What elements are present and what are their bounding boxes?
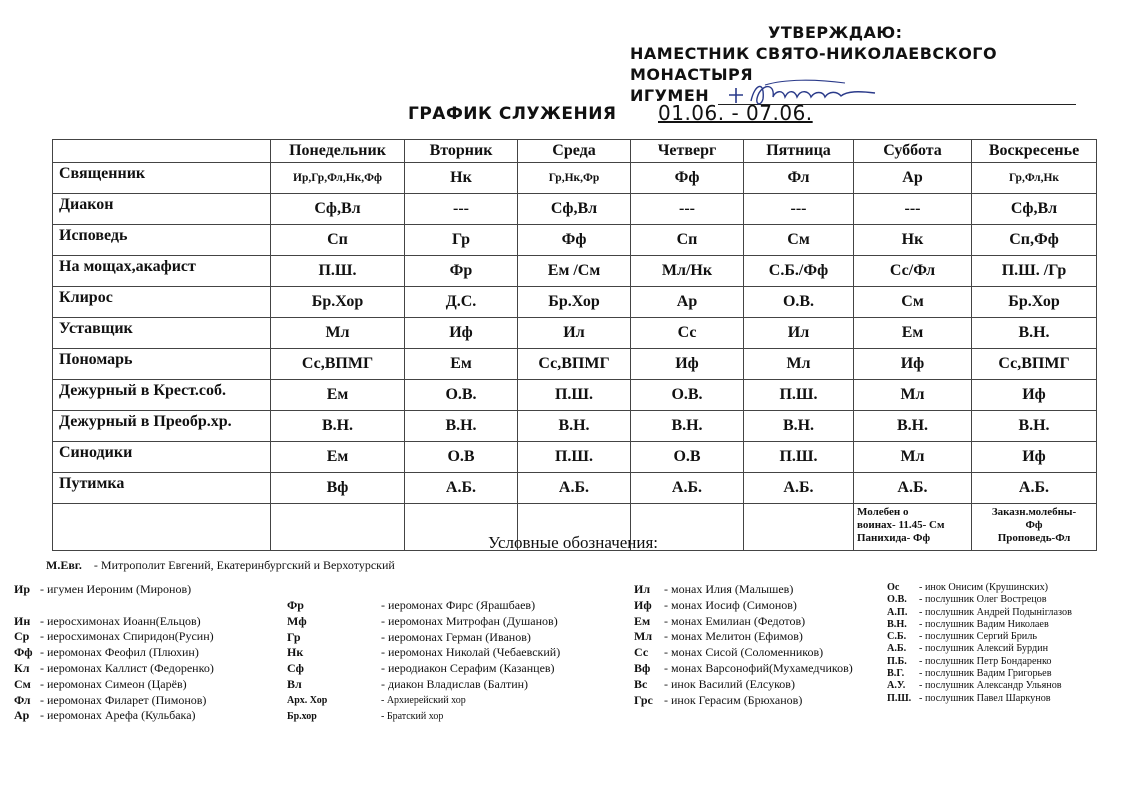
table-cell: В.Н. [405, 411, 518, 442]
table-cell: О.В [405, 442, 518, 473]
table-cell: Гр,Фл,Нк [972, 163, 1097, 194]
legend-abbr: Бр.хор [287, 710, 317, 722]
table-row [53, 287, 1097, 318]
role-label: На мощах,акафист [53, 256, 271, 287]
legend-desc: - послушник Вадим Николаев [919, 618, 1049, 630]
table-cell: О.В. [744, 287, 854, 318]
legend-item [14, 645, 214, 661]
legend-abbr: Фф [14, 645, 33, 660]
table-cell: Ил [518, 318, 631, 349]
table-cell: Иф [854, 349, 972, 380]
legend-column-4 [887, 582, 1072, 705]
legend-desc: - монах Илия (Малышев) [664, 582, 794, 596]
legend-item [287, 693, 560, 709]
table-cell: Ир,Гр,Фл,Нк,Фф [271, 163, 405, 194]
legend-item [14, 693, 214, 709]
table-row [53, 442, 1097, 473]
legend-item [287, 598, 560, 614]
table-cell: В.Н. [518, 411, 631, 442]
table-cell: П.Ш. [744, 442, 854, 473]
approval-position: НАМЕСТНИК СВЯТО-НИКОЛАЕВСКОГО МОНАСТЫРЯ [630, 44, 998, 84]
legend-abbr: В.Г. [887, 668, 905, 680]
header-row [53, 140, 1097, 163]
legend-item [634, 645, 853, 661]
legend-abbr: Мл [634, 629, 653, 644]
legend-desc: - послушник Андрей Подынiглазов [919, 606, 1072, 618]
legend-item [634, 598, 853, 614]
role-label: Священник [53, 163, 271, 194]
day-header: Вторник [405, 140, 518, 163]
legend-item [287, 677, 560, 693]
legend-abbr: Ар [14, 708, 30, 723]
role-label: Пономарь [53, 349, 271, 380]
role-label: Путимка [53, 473, 271, 504]
legend-abbr: Ин [14, 613, 31, 628]
table-row [53, 349, 1097, 380]
legend-item [287, 645, 560, 661]
legend-item [14, 614, 214, 630]
table-cell: Иф [405, 318, 518, 349]
legend-abbr: Ср [14, 629, 30, 644]
legend-item [887, 594, 1072, 606]
table-cell: А.Б. [854, 473, 972, 504]
table-cell: Бр.Хор [972, 287, 1097, 318]
legend-item [14, 582, 214, 598]
table-cell: С.Б./Фф [744, 256, 854, 287]
table-cell: О.В. [405, 380, 518, 411]
legend-item [634, 677, 853, 693]
legend-item [634, 661, 853, 677]
legend-desc: - иеромонах Филарет (Пимонов) [40, 692, 207, 707]
legend-column-1 [14, 582, 214, 724]
legend-abbr: Гр [287, 629, 301, 644]
approval-rank: ИГУМЕН [630, 86, 710, 105]
legend-abbr: О.В. [887, 594, 907, 606]
table-cell: Фр [405, 256, 518, 287]
legend-desc: - инок Герасим (Брюханов) [664, 692, 803, 707]
table-cell: Д.С. [405, 287, 518, 318]
table-cell: См [744, 225, 854, 256]
table-cell: --- [405, 194, 518, 225]
legend-desc: - послушник Алексий Бурдин [919, 643, 1049, 655]
table-cell: В.Н. [854, 411, 972, 442]
legend-desc: - иеромонах Арефа (Кульбака) [40, 708, 196, 723]
legend-abbr: А.Б. [887, 643, 907, 655]
legend-column-2 [287, 598, 560, 724]
day-header: Воскресенье [972, 140, 1097, 163]
legend-desc: - монах Сисой (Соломенников) [664, 645, 824, 660]
table-cell: Сс [631, 318, 744, 349]
legend-desc: - иеромонах Митрофан (Душанов) [381, 613, 558, 628]
legend-abbr: Ем [634, 613, 651, 628]
table-cell: Сф,Вл [972, 194, 1097, 225]
table-row [53, 318, 1097, 349]
legend-item [887, 619, 1072, 631]
table-row [53, 411, 1097, 442]
table-cell: Иф [631, 349, 744, 380]
legend-abbr: П.Ш. [887, 692, 912, 704]
note-line: Панихида- Фф [857, 532, 931, 544]
legend-abbr: П.Б. [887, 655, 907, 667]
legend-item [634, 629, 853, 645]
table-cell: Бр.Хор [271, 287, 405, 318]
schedule-title: ГРАФИК СЛУЖЕНИЯ [408, 104, 617, 124]
legend-item [887, 607, 1072, 619]
legend-desc: - иеромонах Фирс (Ярашбаев) [381, 598, 536, 612]
legend-abbr: Вф [634, 660, 651, 675]
table-row [53, 473, 1097, 504]
table-cell: Сп [631, 225, 744, 256]
table-cell: Фф [518, 225, 631, 256]
legend-metropolitan [46, 558, 395, 573]
table-cell: Сс,ВПМГ [518, 349, 631, 380]
table-cell: Мл [854, 380, 972, 411]
legend-column-3 [634, 582, 853, 708]
table-cell: Гр,Нк,Фр [518, 163, 631, 194]
empty-cell [53, 504, 271, 551]
note-line: Проповедь-Фл [997, 532, 1071, 544]
saturday-note [854, 504, 972, 551]
table-cell: П.Ш. [271, 256, 405, 287]
schedule-dates: 01.06. - 07.06. [658, 101, 813, 125]
table-cell: Гр [405, 225, 518, 256]
table-cell: А.Б. [631, 473, 744, 504]
table-row [53, 163, 1097, 194]
role-label: Диакон [53, 194, 271, 225]
legend-abbr: Фр [287, 598, 304, 612]
table-cell: П.Ш. [518, 380, 631, 411]
legend-desc: - монах Емилиан (Федотов) [664, 613, 806, 628]
legend-desc: - иеродиакон Серафим (Казанцев) [381, 661, 555, 676]
legend-desc: - иеромонах Николай (Чебаевский) [381, 645, 561, 660]
table-cell: А.Б. [744, 473, 854, 504]
table-cell: В.Н. [744, 411, 854, 442]
legend-abbr: Мф [287, 613, 307, 628]
legend-desc: - иеромонах Герман (Иванов) [381, 629, 531, 644]
table-cell: Ем [405, 349, 518, 380]
legend-desc: - монах Иосиф (Симонов) [664, 597, 797, 612]
legend-item [887, 656, 1072, 668]
table-cell: О.В [631, 442, 744, 473]
table-cell: Ар [631, 287, 744, 318]
legend-abbr: Иф [634, 597, 652, 612]
legend-item [634, 614, 853, 630]
legend-item [887, 668, 1072, 680]
legend-desc: - послушник Олег Вострецов [919, 594, 1047, 606]
table-row [53, 225, 1097, 256]
legend-item [887, 680, 1072, 692]
role-label: Исповедь [53, 225, 271, 256]
legend-abbr: С.Б. [887, 631, 907, 643]
table-cell: Сп [271, 225, 405, 256]
legend-abbr: Арх. Хор [287, 694, 328, 706]
legend-abbr: Фл [14, 692, 31, 707]
legend-item [287, 630, 560, 646]
legend-abbr: Ос [887, 582, 900, 593]
legend-desc: - монах Мелитон (Ефимов) [664, 629, 803, 644]
legend-desc: - инок Онисим (Крушинских) [919, 582, 1049, 593]
legend-desc: - иеромонах Симеон (Царёв) [40, 676, 187, 691]
legend-abbr: Вл [287, 676, 302, 691]
legend-abbr: Сф [287, 661, 304, 676]
role-label: Уставщик [53, 318, 271, 349]
legend-abbr: См [14, 676, 31, 691]
note-line: Заказн.молебны- [991, 506, 1077, 518]
legend-item [14, 708, 214, 724]
legend-desc: - Архиерейский хор [381, 694, 466, 706]
table-cell: П.Ш. [518, 442, 631, 473]
table-cell: Фл [744, 163, 854, 194]
table-cell: Сс,ВПМГ [271, 349, 405, 380]
approval-block [630, 22, 1080, 106]
table-cell: Сф,Вл [518, 194, 631, 225]
note-line: воинах- 11.45- См [857, 519, 945, 531]
table-cell: Сп,Фф [972, 225, 1097, 256]
table-cell: П.Ш. /Гр [972, 256, 1097, 287]
day-header: Среда [518, 140, 631, 163]
approval-heading: УТВЕРЖДАЮ: [768, 23, 903, 42]
legend-abbr: Вс [634, 676, 648, 691]
legend-item [887, 582, 1072, 594]
table-row [53, 256, 1097, 287]
table-cell: В.Н. [631, 411, 744, 442]
schedule-table [52, 139, 1097, 551]
legend-item [634, 693, 853, 709]
day-header: Понедельник [271, 140, 405, 163]
table-cell: А.Б. [972, 473, 1097, 504]
legend-abbr: В.Н. [887, 618, 907, 630]
table-cell: --- [631, 194, 744, 225]
table-cell: Вф [271, 473, 405, 504]
legend-desc: - иеромонах Каллист (Федоренко) [40, 660, 214, 675]
legend-desc: - послушник Петр Бондаренко [919, 655, 1052, 667]
table-cell: Сс/Фл [854, 256, 972, 287]
table-cell: Иф [972, 442, 1097, 473]
legend-abbr: Нк [287, 645, 304, 660]
table-cell: Ил [744, 318, 854, 349]
legend-abbr: А.П. [887, 606, 908, 618]
sunday-note [972, 504, 1097, 551]
legend-item [14, 629, 214, 645]
legend-desc: - иеромонах Феофил (Плюхин) [40, 645, 199, 660]
table-cell: См [854, 287, 972, 318]
table-cell: Мл [744, 349, 854, 380]
table-cell: В.Н. [972, 318, 1097, 349]
legend-abbr: Кл [14, 660, 30, 675]
table-row [53, 194, 1097, 225]
legend-abbr: Ил [634, 582, 651, 596]
table-cell: Нк [854, 225, 972, 256]
legend-desc: - игумен Иероним (Миронов) [40, 582, 192, 596]
table-cell: Фф [631, 163, 744, 194]
table-row [53, 380, 1097, 411]
note-line: Молебен о [857, 506, 909, 518]
legend-desc: - послушник Александр Ульянов [919, 680, 1062, 692]
table-cell: А.Б. [518, 473, 631, 504]
legend-item [887, 643, 1072, 655]
role-label: Клирос [53, 287, 271, 318]
table-cell: А.Б. [405, 473, 518, 504]
table-cell: Ем [854, 318, 972, 349]
legend-abbr: А.У. [887, 680, 906, 692]
legend-desc: - монах Варсонофий(Мухамедчиков) [664, 660, 853, 675]
table-cell: Сс,ВПМГ [972, 349, 1097, 380]
table-cell: П.Ш. [744, 380, 854, 411]
legend-abbr: М.Евг. [46, 558, 82, 572]
legend-desc: - иеросхимонах Спиридон(Русин) [40, 629, 214, 644]
table-cell: Ем /См [518, 256, 631, 287]
empty-cell [744, 504, 854, 551]
legend-abbr: Грс [634, 692, 653, 707]
day-header: Суббота [854, 140, 972, 163]
table-cell: Ем [271, 380, 405, 411]
table-cell: --- [744, 194, 854, 225]
empty-cell [271, 504, 405, 551]
legend-item [287, 661, 560, 677]
legend-desc: - послушник Сергий Бриль [919, 631, 1037, 643]
table-cell: Мл/Нк [631, 256, 744, 287]
corner-cell [53, 140, 271, 163]
table-cell: Ар [854, 163, 972, 194]
table-cell: Ем [271, 442, 405, 473]
role-label: Синодики [53, 442, 271, 473]
legend-item [634, 582, 853, 598]
day-header: Пятница [744, 140, 854, 163]
day-header: Четверг [631, 140, 744, 163]
legend-item [287, 614, 560, 630]
table-cell: Бр.Хор [518, 287, 631, 318]
role-label: Дежурный в Крест.соб. [53, 380, 271, 411]
role-label: Дежурный в Преобр.хр. [53, 411, 271, 442]
legend-desc: - послушник Павел Шаркунов [919, 692, 1051, 704]
legend-title: Условные обозначения: [488, 533, 659, 552]
table-cell: Нк [405, 163, 518, 194]
table-cell: В.Н. [972, 411, 1097, 442]
table-cell: --- [854, 194, 972, 225]
table-cell: О.В. [631, 380, 744, 411]
legend-item [14, 661, 214, 677]
table-cell: Иф [972, 380, 1097, 411]
legend-desc: - Митрополит Евгений, Екатеринбургский и Верхотурский [93, 558, 395, 572]
legend-item [287, 709, 560, 725]
legend-desc: - иеросхимонах Иоанн(Ельцов) [40, 613, 201, 628]
legend-desc: - послушник Вадим Григорьев [919, 668, 1052, 680]
table-cell: В.Н. [271, 411, 405, 442]
legend-desc: - Братский хор [381, 710, 444, 722]
legend-abbr: Ир [14, 582, 31, 596]
table-cell: Мл [271, 318, 405, 349]
table-cell: Сф,Вл [271, 194, 405, 225]
legend-item [14, 677, 214, 693]
note-line: Фф [1025, 519, 1043, 531]
legend-item [887, 631, 1072, 643]
legend-item [887, 693, 1072, 705]
legend-desc: - диакон Владислав (Балтин) [381, 676, 529, 691]
legend-desc: - инок Василий (Елсуков) [664, 676, 795, 691]
legend-abbr: Сс [634, 645, 649, 660]
table-cell: Мл [854, 442, 972, 473]
